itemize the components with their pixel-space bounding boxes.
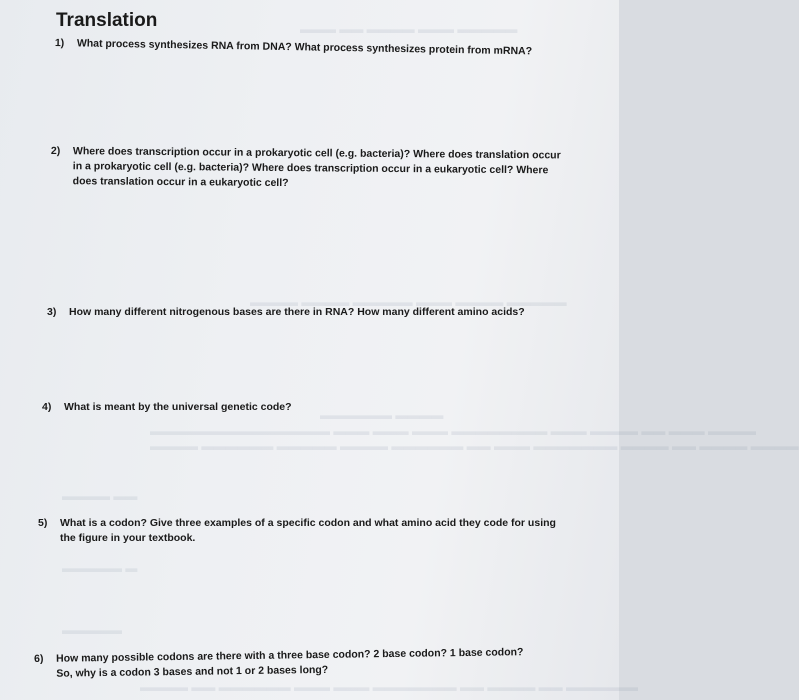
question-text: What is a codon? Give three examples of a specific codon and what amino acid they code for using the figure in your textbook.	[60, 517, 556, 544]
question-number: 4)	[42, 401, 52, 413]
reverse-side-show-through: ▬▬▬▬▬▬ ▬▬▬▬	[320, 408, 444, 422]
question-2	[51, 144, 571, 194]
question-5	[38, 516, 558, 546]
question-1	[55, 36, 575, 60]
reverse-side-show-through: ▬▬▬▬ ▬▬ ▬▬▬▬▬▬ ▬▬▬ ▬▬▬ ▬▬▬▬▬▬▬ ▬▬ ▬▬▬▬ ▬▬ ▬▬▬▬▬▬	[140, 680, 639, 694]
question-number: 3)	[47, 306, 57, 318]
question-number: 1)	[54, 36, 65, 50]
question-3	[47, 305, 577, 320]
question-number: 6)	[34, 652, 44, 665]
question-text: How many possible codons are there with a three base codon? 2 base codon? 1 base codon? So, why is a codon 3 bases and not 1 or 2 bases long?	[56, 646, 524, 680]
question-text: What is meant by the universal genetic code?	[64, 401, 292, 413]
reverse-side-show-through: ▬▬▬▬ ▬▬	[62, 489, 138, 503]
reverse-side-show-through: ▬▬▬ ▬▬ ▬▬▬▬ ▬▬▬ ▬▬▬▬▬	[300, 22, 518, 36]
reverse-side-show-through: ▬▬▬▬▬ ▬	[62, 561, 138, 575]
worksheet-title: Translation	[56, 10, 158, 31]
question-text: What process synthesizes RNA from DNA? What process synthesizes protein from mRNA?	[76, 37, 533, 58]
reverse-side-show-through: ▬▬▬▬▬▬▬▬▬▬▬▬▬▬▬ ▬▬▬ ▬▬▬ ▬▬▬ ▬▬▬▬▬▬▬▬ ▬▬▬ ▬▬▬▬ ▬▬ ▬▬▬ ▬▬▬▬	[150, 424, 757, 438]
question-text: How many different nitrogenous bases are there in RNA? How many different amino acids?	[69, 306, 525, 318]
question-number: 2)	[50, 144, 61, 158]
reverse-side-show-through: ▬▬▬▬ ▬▬▬▬▬▬ ▬▬▬▬▬ ▬▬▬▬ ▬▬▬▬▬▬ ▬▬ ▬▬▬ ▬▬▬▬▬▬▬ ▬▬▬▬ ▬▬ ▬▬▬▬ ▬▬▬▬	[150, 439, 799, 453]
question-4	[42, 400, 562, 415]
question-number: 5)	[38, 517, 48, 529]
reverse-side-show-through: ▬▬▬▬▬	[62, 623, 122, 637]
reverse-side-show-through: ▬▬▬▬ ▬▬▬▬ ▬▬▬▬▬ ▬▬▬ ▬▬▬▬ ▬▬▬▬▬	[250, 295, 567, 309]
question-6	[34, 645, 534, 682]
question-text: Where does transcription occur in a prokaryotic cell (e.g. bacteria)? Where does translation occur in a prokaryotic cell (e.g. bacteria)? Where does transcription occur in a eukaryotic cell? Where does translation occur in a eukaryotic cell?	[72, 145, 561, 190]
